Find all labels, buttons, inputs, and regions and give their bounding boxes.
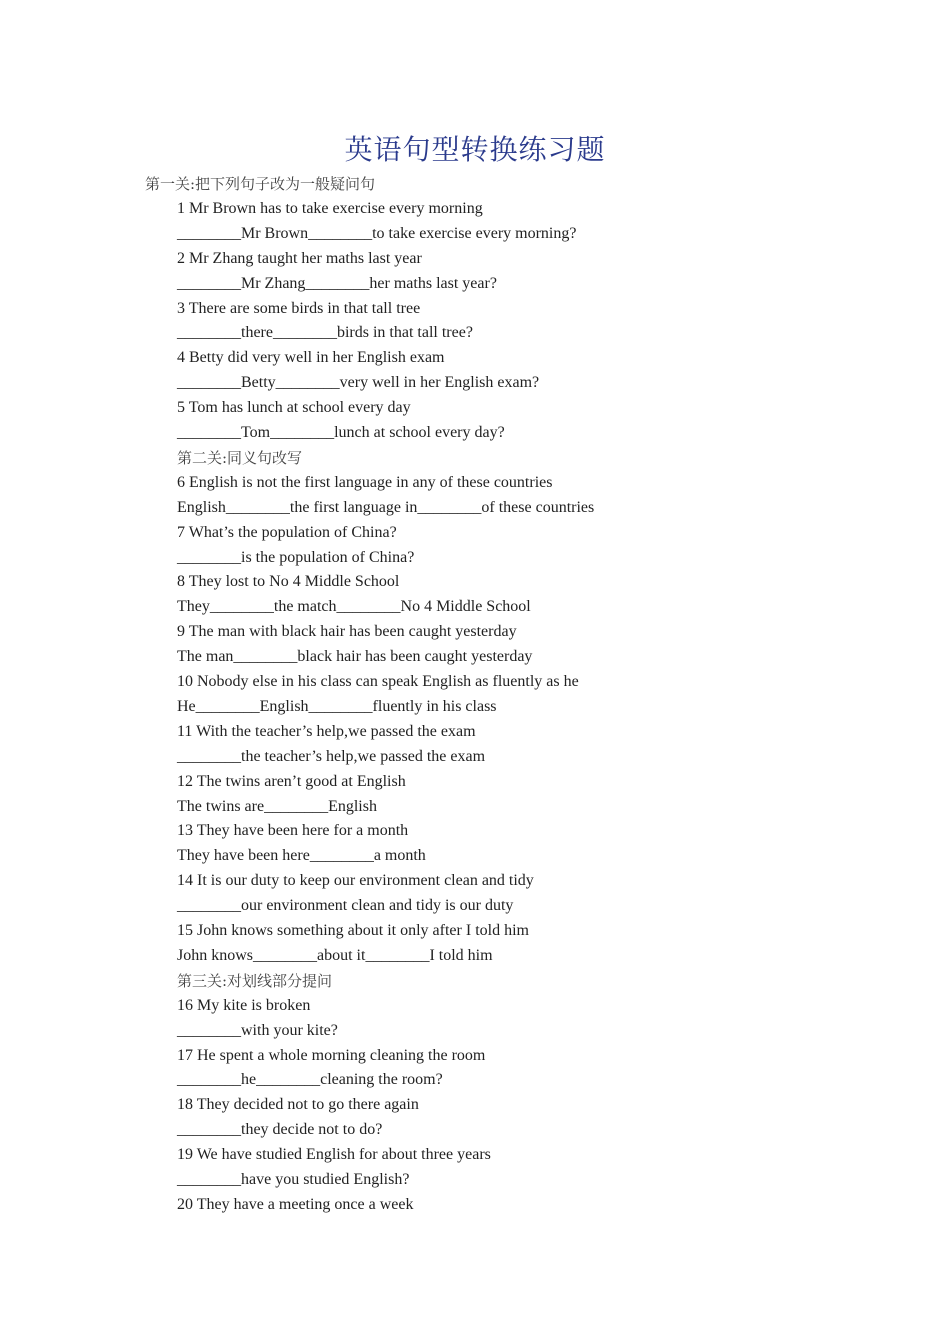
exercise-line: ________Tom________lunch at school every day? [177, 424, 505, 441]
exercise-line: 12 The twins aren’t good at English [177, 772, 406, 790]
exercise-line: 7 What’s the population of China? [177, 523, 397, 541]
exercise-line: 3 There are some birds in that tall tree [177, 299, 421, 317]
section-heading: 第一关:把下列句子改为一般疑问句 [145, 175, 376, 193]
exercise-line: 16 My kite is broken [177, 996, 311, 1014]
exercise-line: ________there________birds in that tall tree? [177, 324, 473, 342]
exercise-line: ________the teacher’s help,we passed the exam [177, 747, 486, 765]
exercise-line: ________he________cleaning the room? [177, 1071, 443, 1089]
exercise-line: ________our environment clean and tidy is our duty [177, 897, 514, 915]
exercise-line: 18 They decided not to go there again [177, 1096, 419, 1114]
exercise-line: The man________black hair has been caught yesterday [177, 648, 533, 666]
exercise-line: 13 They have been here for a month [177, 822, 409, 840]
exercise-line: ________Mr Zhang________her maths last year? [177, 274, 497, 292]
exercise-line: ________Mr Brown________to take exercise every morning? [177, 224, 577, 242]
exercise-line: They________the match________No 4 Middle School [177, 598, 531, 616]
exercise-line: ________have you studied English? [177, 1171, 410, 1188]
exercise-line: 2 Mr Zhang taught her maths last year [177, 249, 422, 267]
exercise-line: 20 They have a meeting once a week [177, 1195, 414, 1213]
exercise-line: ________with your kite? [177, 1021, 338, 1039]
page-title: 英语句型转换练习题 [344, 133, 606, 166]
exercise-line: 10 Nobody else in his class can speak English as fluently as he [177, 673, 579, 690]
section-heading: 第二关:同义句改写 [177, 448, 303, 467]
exercise-line: He________English________fluently in his class [177, 697, 497, 715]
exercise-line: 6 English is not the first language in any of these countries [177, 473, 553, 491]
exercise-line: 19 We have studied English for about three years [177, 1146, 491, 1164]
exercise-line: ________they decide not to do? [177, 1121, 383, 1139]
exercise-line: 11 With the teacher’s help,we passed the exam [177, 722, 476, 740]
exercise-line: English________the first language in________of these countries [177, 498, 595, 516]
exercise-line: 5 Tom has lunch at school every day [177, 399, 411, 417]
exercise-line: ________is the population of China? [177, 548, 415, 566]
exercise-line: They have been here________a month [177, 847, 426, 865]
exercise-line: 15 John knows something about it only after I told him [177, 922, 529, 939]
exercise-line: 17 He spent a whole morning cleaning the room [177, 1046, 486, 1064]
exercise-line: ________Betty________very well in her English exam? [177, 374, 540, 392]
exercise-line: 9 The man with black hair has been caught yesterday [177, 623, 517, 641]
exercise-line: The twins are________English [177, 797, 377, 815]
exercise-line: John knows________about it________I told him [177, 946, 493, 964]
section-heading: 第三关:对划线部分提问 [177, 971, 333, 990]
exercise-line: 4 Betty did very well in her English exam [177, 349, 445, 367]
exercise-line: 8 They lost to No 4 Middle School [177, 573, 400, 591]
exercise-line: 14 It is our duty to keep our environment clean and tidy [177, 872, 534, 890]
exercise-line: 1 Mr Brown has to take exercise every morning [177, 199, 483, 217]
